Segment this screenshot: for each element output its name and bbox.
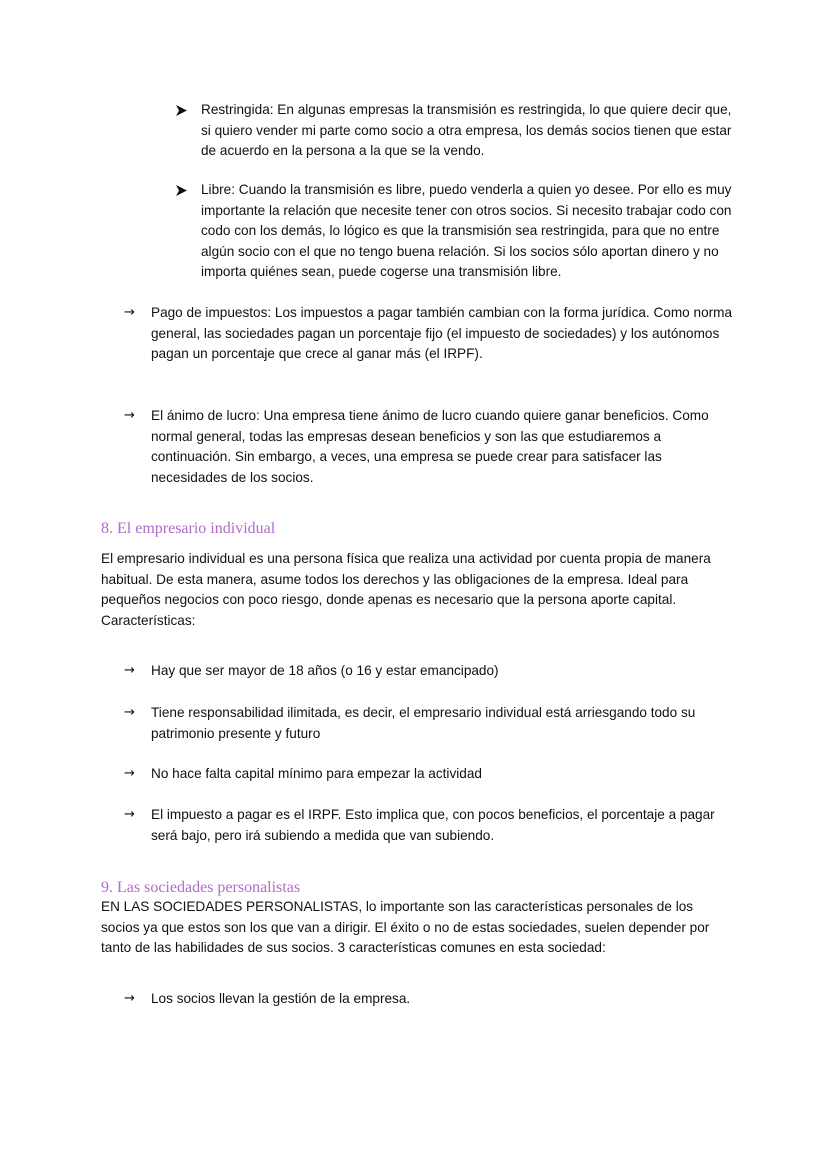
- list-item-pago-impuestos: [124, 303, 736, 365]
- arrow-bullet-icon: →: [124, 705, 135, 720]
- list-item-text: Pago de impuestos: Los impuestos a pagar también cambian con la forma jurídica. Como norma general, las sociedades pagan un porcentaje fijo (el impuesto de sociedades) y los autónomos pagan un porcentaje que crece al ganar más (el IRPF).: [151, 305, 733, 361]
- list-item-gestion-socios: [124, 989, 736, 1010]
- list-item-text: Hay que ser mayor de 18 años (o 16 y estar emancipado): [151, 663, 499, 678]
- list-item-text: No hace falta capital mínimo para empezar la actividad: [151, 766, 482, 781]
- list-item-capital-minimo: [124, 764, 736, 785]
- arrowhead-bullet-icon: [176, 180, 190, 200]
- arrow-bullet-icon: →: [124, 305, 135, 320]
- list-item-text: Tiene responsabilidad ilimitada, es decir, el empresario individual está arriesgando todo su patrimonio presente y futuro: [151, 705, 696, 741]
- arrow-bullet-icon: →: [124, 991, 135, 1006]
- list-item-animo-lucro: [124, 406, 736, 488]
- list-item-responsabilidad: [124, 703, 736, 744]
- arrow-bullet-icon: →: [124, 807, 135, 822]
- section-intro-paragraph: EN LAS SOCIEDADES PERSONALISTAS, lo importante son las características personales de los socios ya que estos son los que van a dirigir. El éxito o no de estas sociedades, suelen depender por tanto de las habilidades de sus socios. 3 características comunes en esta sociedad:: [101, 899, 710, 955]
- list-item-text: El ánimo de lucro: Una empresa tiene ánimo de lucro cuando quiere ganar beneficios. Como normal general, todas las empresas desean beneficios y son las que estudiaremos a continuación. Sin embargo, a veces, una empresa se puede crear para satisfacer las necesidades de los socios.: [151, 408, 709, 485]
- arrow-bullet-icon: →: [124, 408, 135, 423]
- arrow-bullet-icon: →: [124, 663, 135, 678]
- section-heading-empresario-individual: 8. El empresario individual: [101, 520, 276, 537]
- list-item-text: El impuesto a pagar es el IRPF. Esto implica que, con pocos beneficios, el porcentaje a pagar será bajo, pero irá subiendo a medida que van subiendo.: [151, 807, 715, 843]
- list-item-text: Libre: Cuando la transmisión es libre, puedo venderla a quien yo desee. Por ello es muy importante la relación que necesite tener con otros socios. Si necesito trabajar codo con codo con los demás, lo lógico es que la transmisión sea restringida, para que no entre algún socio con el que no tengo buena relación. Si los socios sólo aportan dinero y no importa quiénes sean, puede cogerse una transmisión libre.: [201, 182, 732, 279]
- list-item-text: Restringida: En algunas empresas la transmisión es restringida, lo que quiere decir que, si quiero vender mi parte como socio a otra empresa, los demás socios tienen que estar de acuerdo en la persona a la que se la vendo.: [201, 102, 732, 158]
- list-item-mayor-edad: [124, 661, 736, 682]
- section-intro-paragraph: El empresario individual es una persona física que realiza una actividad por cuenta propia de manera habitual. De esta manera, asume todos los derechos y las obligaciones de la empresa. Ideal para pequeños negocios con poco riesgo, donde apenas es necesario que la persona aporte capital. Características:: [101, 551, 711, 628]
- list-item-impuesto-irpf: [124, 805, 736, 846]
- arrow-bullet-icon: →: [124, 766, 135, 781]
- section-heading-sociedades-personalistas: 9. Las sociedades personalistas: [101, 879, 301, 896]
- list-item-transmission-libre: [176, 180, 736, 283]
- list-item-transmission-restringida: [176, 100, 736, 162]
- list-item-text: Los socios llevan la gestión de la empresa.: [151, 991, 411, 1006]
- arrowhead-bullet-icon: [176, 100, 190, 120]
